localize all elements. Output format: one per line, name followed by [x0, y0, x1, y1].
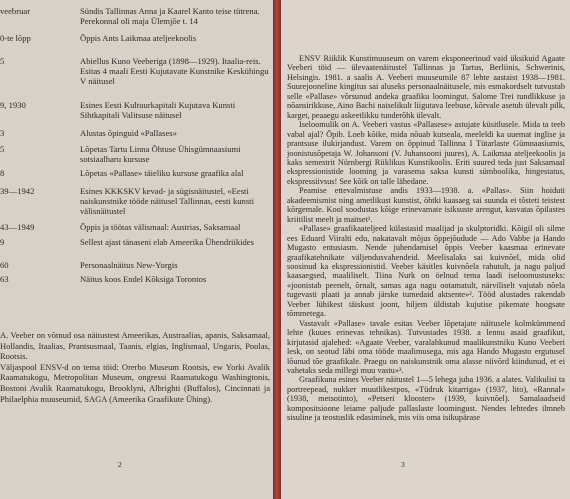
paragraph: Vastavalt «Pallase» tavale esitas Veeber lõpetajate näitusele kolmkümmend lehte (kuues erinevas tehnikas). Tutvustades 1938. a lennu asaid graafikut, kirjutasid ajalehed: «Agaate Veeber, varalahkunud maalikunstniku Kuno Veeberi lesk, on seotud läbi oma tööde maalimusega, mis aga Hando Mugasto ergutusel lõunud tõe graafikale. Praegu on naiskunstnik oma alasse niivõrd kiindunud, et ei vahetaks seda millegi muu vastu»³. [287, 318, 565, 375]
paragraph: Väljaspool ENSV-d on tema töid: Orerbo Museum Rootsis, ew Yorki Avalik Raamatukogu, Metropolitan Museum, ongressi Raamatukogu Washingtonis, Bostoni Avalik Raamatukogu, Brooklyni, Albrighti (Buffalos), Cincinnati ja Philaelphia muuseumid, SAGA (Ameerika Graafikute Ühing). [0, 361, 270, 404]
chronology-year: 5 [0, 56, 5, 66]
book-spine [273, 0, 281, 499]
chronology-event: Õppis ja töötas välismaal: Austrias, Saksamaal [80, 222, 241, 232]
chronology-year: 3 [0, 128, 5, 138]
chronology-year: 5 [0, 144, 5, 154]
right-page [281, 0, 570, 499]
chronology-event: Alustas õpinguid «Pallases» [80, 128, 177, 138]
chronology-year: 8 [0, 168, 5, 178]
paragraph: Graafikuna esines Veeber näitustel 1—5 lehega juba 1936. a alates. Valikulisi ta portreepead, nukker muutlikestpos, «Tüdruk kitarriga» (1937, lito), «Rannal» (1938, metsotinto), «Petseri klooster» (1939, kuivnõel). Samalaadseid kompositsioone leiame paljude pallaslaste loomingust. Nendes lehtedes ilmneb sisuline ja teostuslik edasiminek, mis viis oma isikupärase [287, 375, 565, 423]
chronology-year: 39—1942 [0, 186, 35, 196]
chronology-event: Sellest ajast tänaseni elab Ameerika Ühendriikides [80, 237, 254, 247]
chronology-year: 9, 1930 [0, 100, 26, 110]
chronology-event: Esines KKKSKV kevad- ja sügisnäitustel, «Eesti naiskunstnike tööde näitusel Tallinnas, eesti kunsti välisnäitustel [80, 186, 254, 217]
paragraph: Iseloomulik on A. Veeberi vastus «Pallasese» astujate küsitlusele. Mida ta teeb vabal ajal? Õpib. Loeb kõike, mida nõuab kutseala, meeleldi ka uuemat inglise ja prantsuse ilukirjandust. Varem on õppinud Tallinna I Tütarlaste Gümnaasiumis, joonistusõpetaja W. Johansoni (V. Juhansooni juures), A. Laikmaa ateljeekoolis ja kaks semestrit Nürnbergi Riiklikus Kunstikoolis. Eriti suured teda just Saksamaal ekspressionistide looming ja varasema saksa kunsti sümboolika, hingestatus, ekspressiivsus! See kõik on talle lähedane. [287, 120, 565, 186]
chronology-year: 9 [0, 237, 5, 247]
left-page [0, 0, 273, 499]
chronology-year: 63 [0, 274, 9, 284]
paragraph: Peamise ettevalmistuse andis 1933—1938. a. «Pallas». Siin hoiduti akadeemismist ning ametlikust kunstist, õhtki kaasaeg sai suunda ei tõsteti teistest kõrgemale. Kool soodustas kõige erinevamate isiksuste arengut, kasvatas õpilastes kriitilist meelt ja maitset¹. [287, 186, 565, 224]
paragraph: ENSV Riiklik Kunstimuuseum on varem eksponeerinud vaid üksikuid Agaate Veeberi töid — ülevaatenäitustel Tallinnas ja Tartus, Berliinis, Schwerinis, Helsingis. 1981. a saalis A. Veeberi muuseumile 87 lehte aastaist 1938—1981. Suurejooneline kingitus sai aluseks personaalnäitusele, mis esmakordselt tutvustab selle «Pallase» võrsunud andeka graafiku loomingut. Salome Trei tundlikkuse ja nõansirikkuse, Aino Bachi naiselikult liigutava leebuse, kõrvale asetub ülevalt pilk, karget, peaaegu askeetlikku tunderõhk ülevalt. [287, 54, 565, 120]
chronology-event: Lõpetas «Pallase» täieliku kursuse graafika alal [80, 168, 244, 178]
right-body-text [287, 54, 565, 423]
paragraph: A. Veeber on võtnud osa näitustest Ameerikas, Austraalias, apanis, Saksamaal, Hollandis, Itaalias, Prantsusmaal, Taanis, elgias, Inglismaal, Ungaris, Poolas, Rootsis. [0, 330, 270, 362]
chronology-event: Personaalnäitus New-Yorgis [80, 260, 178, 270]
chronology-year: 60 [0, 260, 9, 270]
chronology-event: Sündis Tallinnas Anna ja Kaarel Kanto teise tütrena. Perekonnal oli maja Ülemjõe t. 14 [80, 6, 260, 27]
chronology-event: Lõpetas Tartu Linna Õhtuse Ühisgümnaasiumi sotsiaalharu kursuse [80, 144, 241, 165]
chronology-year: veebruar [0, 6, 31, 16]
chronology-event: Esines Eesti Kultuurkapitali Kujutava Kunsti Sihtkapitali Valitsuse näitusel [80, 100, 236, 121]
page-number: 2 [118, 460, 122, 469]
page-number: 3 [401, 460, 405, 469]
chronology-year: 43—1949 [0, 222, 35, 232]
chronology-event: Abiellus Kuno Veeberiga (1898—1929). Itaalia-reis. Esitas 4 maali Eesti Kujutavate Kunstnike Keskühingu V näitusel [80, 56, 269, 87]
chronology-year: 0-te lõpp [0, 33, 31, 43]
paragraph: «Pallase» graafikaateljeed külastasid maalijad ja skulptoridki. Kõigil oli silme ees Eduard Viiralti edu, nakatavalt mõjus õppejõudude — Ado Vabbe ja Hando Mugasto entusiasm. Nende juhendamisel õppis Veeber kaasmaa erinevate graafikatehnikate väljendusvahendeid. Meelisalaks sai kuivnõel, mida olid soosinud ka ekspressionistid. Veeber käsitles kuivnõela rahutult, ja nagu paljud kaasaegsed, maaliliselt. Tiina Nurk on öelnud tema laadi iseloomustuseks: «joonistab peenelt, õrnalt, samas aga nagu ootamatult, närviliselt vajutab nõela tugevasti plaati ja annab järske tumedaid aktsente»². Tööd alustades rakendab Veeber lühikest täiskust joont, hiljem üldistab kujutise pikemate hoogsate tõmmetega. [287, 224, 565, 319]
chronology-event: Õppis Ants Laikmaa ateljeekoolis [80, 33, 197, 43]
left-body-text [0, 330, 270, 404]
chronology-event: Näitus koos Endel Kõksiga Torontos [80, 274, 207, 284]
